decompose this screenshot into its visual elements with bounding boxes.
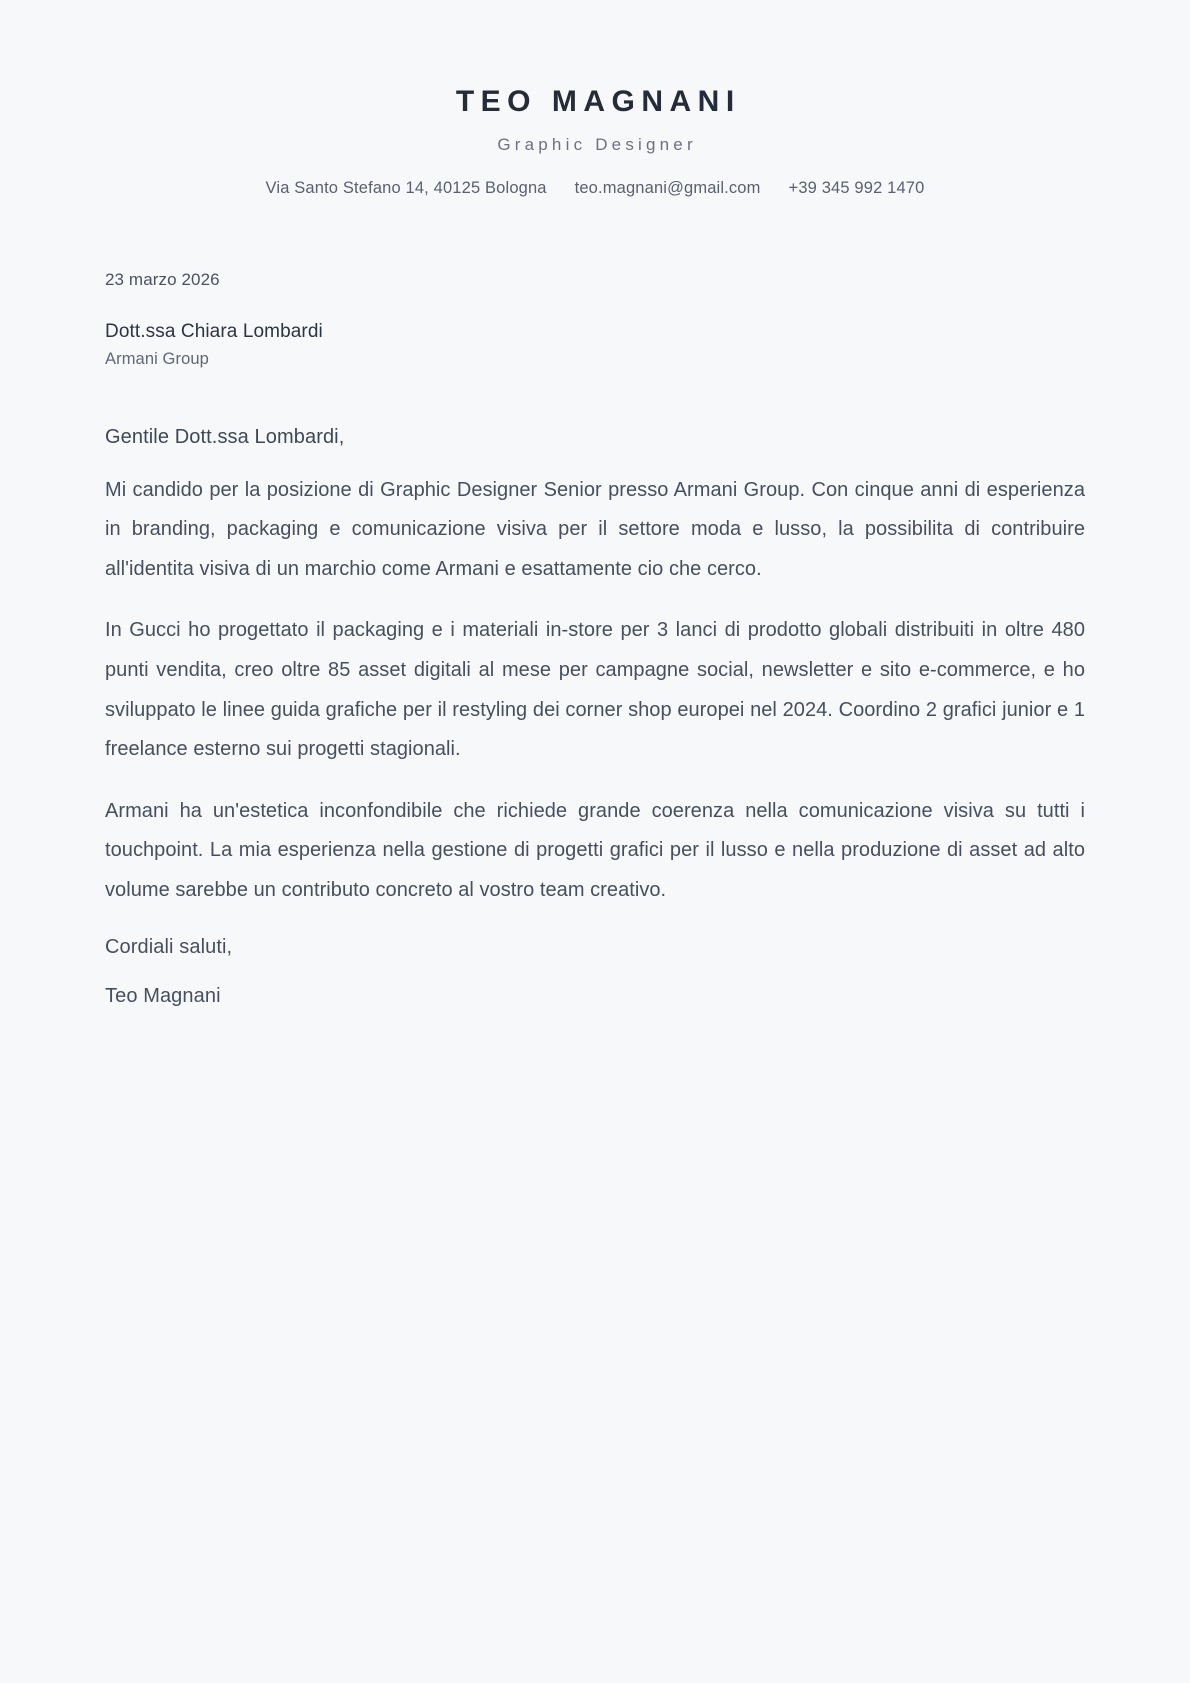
letter-date: 23 marzo 2026 <box>105 270 220 289</box>
sender-name: TEO MAGNANI <box>455 85 741 118</box>
signature-name: Teo Magnani <box>105 984 221 1007</box>
letter-header <box>0 0 1190 198</box>
contact-line <box>0 179 1190 198</box>
recipient-block <box>105 319 1085 369</box>
body-paragraph-1: Mi candido per la posizione di Graphic Designer Senior presso Armani Group. Con cinque anni di esperienza in branding, packaging e comunicazione visiva per il settore moda e lusso, la possibilita di contribuire all'identita visiva di un marchio come Armani e esattamente cio che cerco. <box>105 478 1085 580</box>
sender-job-title: Graphic Designer <box>497 135 697 154</box>
salutation: Gentile Dott.ssa Lombardi, <box>105 425 345 448</box>
recipient-name: Dott.ssa Chiara Lombardi <box>105 321 323 342</box>
body-paragraph-3: Armani ha un'estetica inconfondibile che richiede grande coerenza nella comunicazione visiva su tutti i touchpoint. La mia esperienza nella gestione di progetti grafici per il lusso e nella produzione di asset ad alto volume sarebbe un contributo concreto al vostro team creativo. <box>105 799 1085 901</box>
contact-email[interactable]: teo.magnani@gmail.com <box>574 179 761 197</box>
body-paragraph-2: In Gucci ho progettato il packaging e i materiali in-store per 3 lanci di prodotto globali distribuiti in oltre 480 punti vendita, creo oltre 85 asset digitali al mese per campagne social, newsletter e sito e-commerce, e ho sviluppato le linee guida grafiche per il restyling dei corner shop europei nel 2024. Coordino 2 grafici junior e 1 freelance esterno sui progetti stagionali. <box>105 619 1085 761</box>
contact-address: Via Santo Stefano 14, 40125 Bologna <box>265 179 547 197</box>
letter-body <box>0 270 1190 1008</box>
recipient-company: Armani Group <box>105 349 209 368</box>
closing-line: Cordiali saluti, <box>105 935 233 958</box>
contact-phone[interactable]: +39 345 992 1470 <box>788 179 925 197</box>
